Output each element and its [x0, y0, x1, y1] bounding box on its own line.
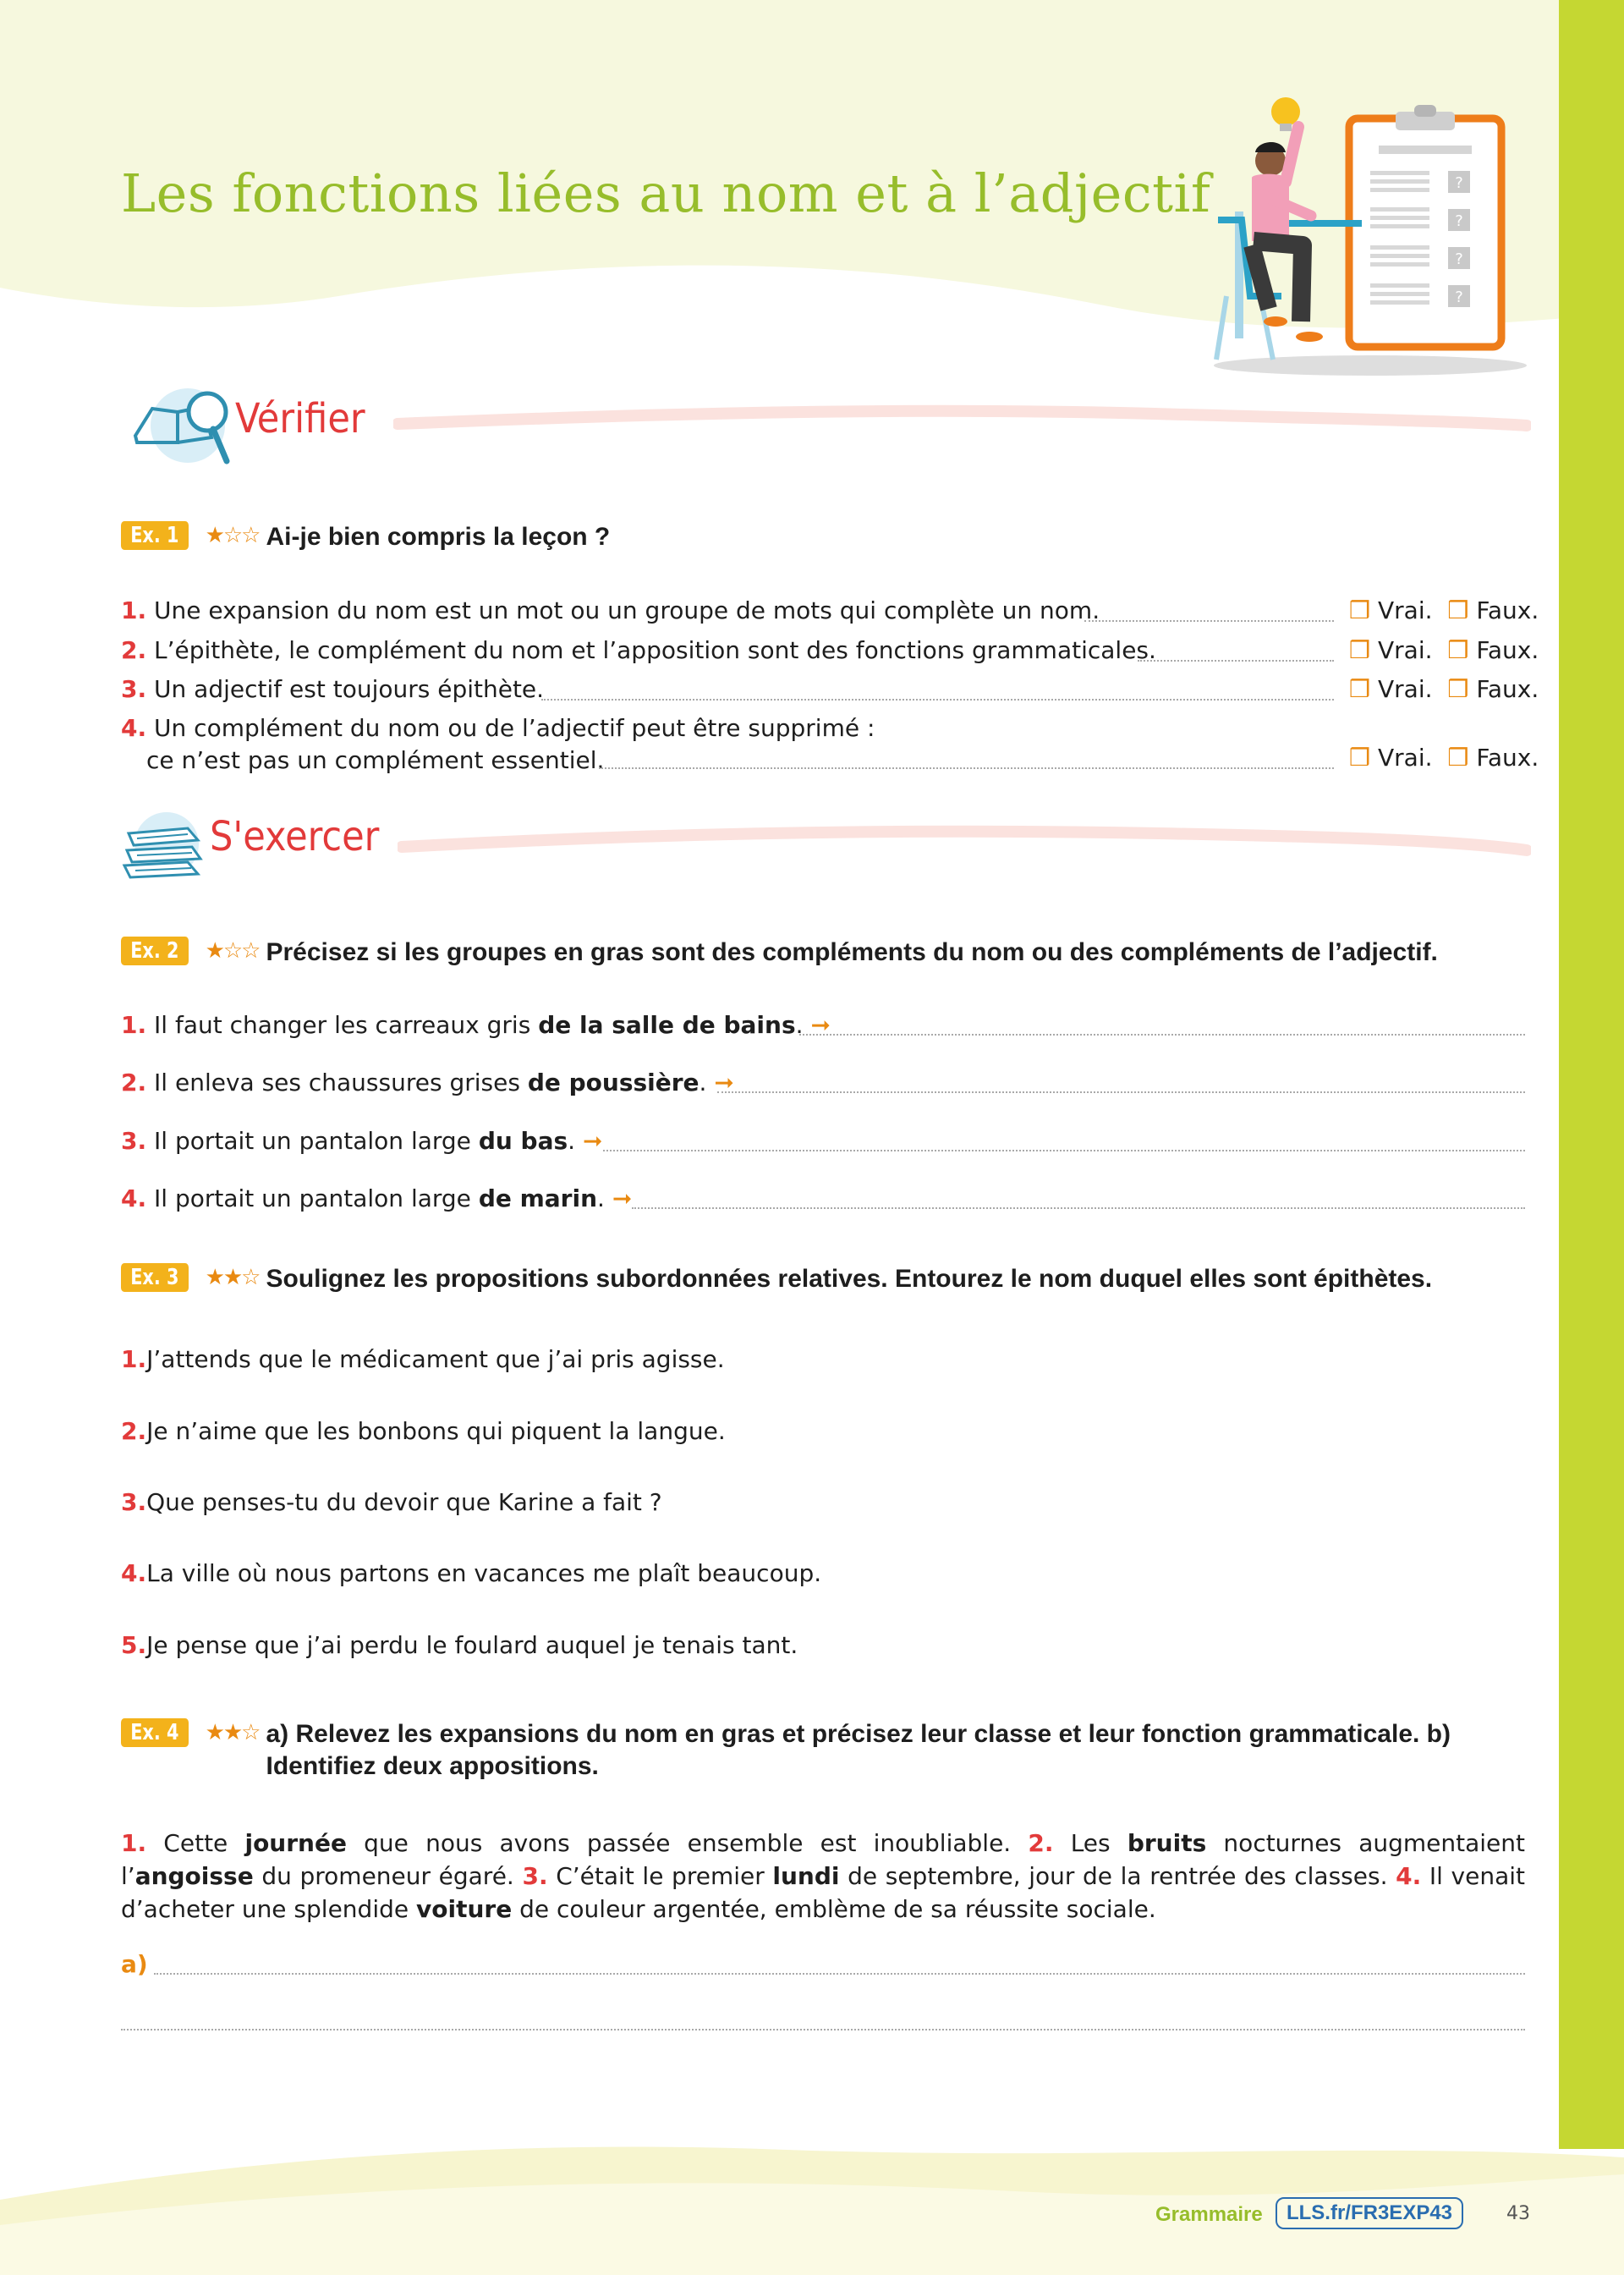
side-color-band — [1559, 0, 1624, 2149]
ex3-item-2: 2.Je n’aime que les bonbons qui piquent la langue. — [121, 1417, 726, 1445]
answer-dotted-line — [1138, 660, 1334, 662]
answer-dotted-line[interactable] — [603, 1150, 1525, 1151]
ex4-instruction: a) Relevez les expansions du nom en gras et précisez leur classe et leur fonction grammaticale. b) Identifiez deux appositions. — [266, 1720, 1451, 1780]
ex3-item-3: 3.Que penses-tu du devoir que Karine a fait ? — [121, 1488, 662, 1516]
ex4-difficulty-stars: ★★☆ — [205, 1720, 260, 1745]
arrow-icon: ➞ — [810, 1011, 831, 1039]
svg-text:?: ? — [1455, 174, 1463, 192]
arrow-icon: ➞ — [612, 1184, 633, 1212]
section-title-verifier: Vérifier — [235, 395, 365, 442]
ex1-header — [121, 521, 1525, 553]
answer-dotted-line[interactable] — [121, 2029, 1525, 2030]
answer-dotted-line — [541, 699, 1334, 701]
section-verifier — [127, 376, 1531, 470]
ex2-difficulty-stars: ★☆☆ — [205, 938, 260, 964]
answer-dotted-line — [1084, 620, 1334, 622]
answer-dotted-line[interactable] — [154, 1973, 1525, 1975]
answer-dotted-line[interactable] — [717, 1091, 1525, 1093]
answer-dotted-line — [599, 767, 1334, 769]
ex1-instruction: Ai-je bien compris la leçon ? — [266, 523, 611, 551]
ex3-badge: Ex. 3 — [121, 1263, 189, 1292]
ex1-item-1: 1. Une expansion du nom est un mot ou un groupe de mots qui complète un nom. — [121, 596, 1100, 624]
faux-checkbox[interactable]: ❒ — [1447, 636, 1469, 664]
page-title: Les fonctions liées au nom et à l’adjectif — [121, 162, 1211, 224]
ex1-item-4-options: ❒ Vrai. ❒ Faux. — [1349, 744, 1539, 772]
svg-text:?: ? — [1455, 288, 1463, 306]
ex1-item-3-options: ❒ Vrai. ❒ Faux. — [1349, 675, 1539, 703]
faux-checkbox[interactable]: ❒ — [1447, 675, 1469, 703]
ex3-item-1: 1.J’attends que le médicament que j’ai pris agisse. — [121, 1345, 725, 1373]
section-exercer — [127, 800, 1531, 893]
ex1-item-2: 2. L’épithète, le complément du nom et l’apposition sont des fonctions grammaticales. — [121, 636, 1156, 664]
books-stack-icon — [120, 806, 205, 882]
section-title-exercer: S'exercer — [210, 813, 380, 860]
ex2-badge: Ex. 2 — [121, 937, 189, 965]
vrai-checkbox[interactable]: ❒ — [1349, 744, 1371, 772]
faux-checkbox[interactable]: ❒ — [1447, 744, 1469, 772]
svg-text:?: ? — [1455, 250, 1463, 268]
ex4-text: 1. Cette journée que nous avons passée ensemble est inoubliable. 2. Les bruits nocturnes augmentaient l’angoisse du promeneur égaré. 3. C’était le premier lundi de septembre, jour de la rentrée des classes. 4. Il venait d’acheter une splendide voiture de couleur argentée, emblème de sa réussite sociale. — [121, 1829, 1525, 1923]
student-clipboard-illustration — [1201, 93, 1531, 381]
ex3-difficulty-stars: ★★☆ — [205, 1265, 260, 1290]
svg-text:?: ? — [1455, 212, 1463, 230]
answer-dotted-line[interactable] — [799, 1034, 1525, 1036]
ex3-header — [121, 1263, 1525, 1295]
ex1-badge: Ex. 1 — [121, 521, 189, 550]
section-divider — [393, 376, 1531, 470]
arrow-icon: ➞ — [714, 1069, 734, 1096]
footer-resource-link[interactable]: LLS.fr/FR3EXP43 — [1276, 2197, 1463, 2229]
vrai-checkbox[interactable]: ❒ — [1349, 636, 1371, 664]
vrai-checkbox[interactable]: ❒ — [1349, 596, 1371, 624]
ex2-item-3: 3. Il portait un pantalon large du bas. ➞ — [121, 1127, 603, 1155]
ex1-item-3: 3. Un adjectif est toujours épithète. — [121, 675, 545, 703]
ex3-instruction: Soulignez les propositions subordonnées relatives. Entourez le nom duquel elles sont épithètes. — [266, 1265, 1433, 1293]
ex1-difficulty-stars: ★☆☆ — [205, 523, 260, 548]
faux-checkbox[interactable]: ❒ — [1447, 596, 1469, 624]
footer-section-label: Grammaire — [1155, 2203, 1263, 2226]
ex1-item-1-options: ❒ Vrai. ❒ Faux. — [1349, 596, 1539, 624]
ex4-answer-label: a) — [121, 1950, 148, 1978]
ex2-instruction: Précisez si les groupes en gras sont des compléments du nom ou des compléments de l’adjectif. — [266, 938, 1438, 966]
ex3-item-5: 5.Je pense que j’ai perdu le foulard auquel je tenais tant. — [121, 1631, 798, 1659]
page-number: 43 — [1506, 2203, 1530, 2224]
ex1-item-2-options: ❒ Vrai. ❒ Faux. — [1349, 636, 1539, 664]
ex4-header — [121, 1718, 1525, 1783]
section-divider — [398, 800, 1531, 893]
magnifier-book-icon — [127, 376, 237, 470]
vrai-checkbox[interactable]: ❒ — [1349, 675, 1371, 703]
ex1-item-4: 4. Un complément du nom ou de l’adjectif peut être supprimé : ce n’est pas un complément essentiel. — [121, 714, 875, 774]
ex3-item-4: 4.La ville où nous partons en vacances me plaît beaucoup. — [121, 1559, 822, 1587]
answer-dotted-line[interactable] — [632, 1207, 1525, 1209]
ex2-item-4: 4. Il portait un pantalon large de marin. ➞ — [121, 1184, 633, 1212]
ex2-item-2: 2. Il enleva ses chaussures grises de poussière. ➞ — [121, 1069, 734, 1096]
ex2-item-1: 1. Il faut changer les carreaux gris de la salle de bains. ➞ — [121, 1011, 831, 1039]
ex4-badge: Ex. 4 — [121, 1718, 189, 1747]
arrow-icon: ➞ — [582, 1127, 603, 1155]
ex2-header — [121, 937, 1525, 969]
